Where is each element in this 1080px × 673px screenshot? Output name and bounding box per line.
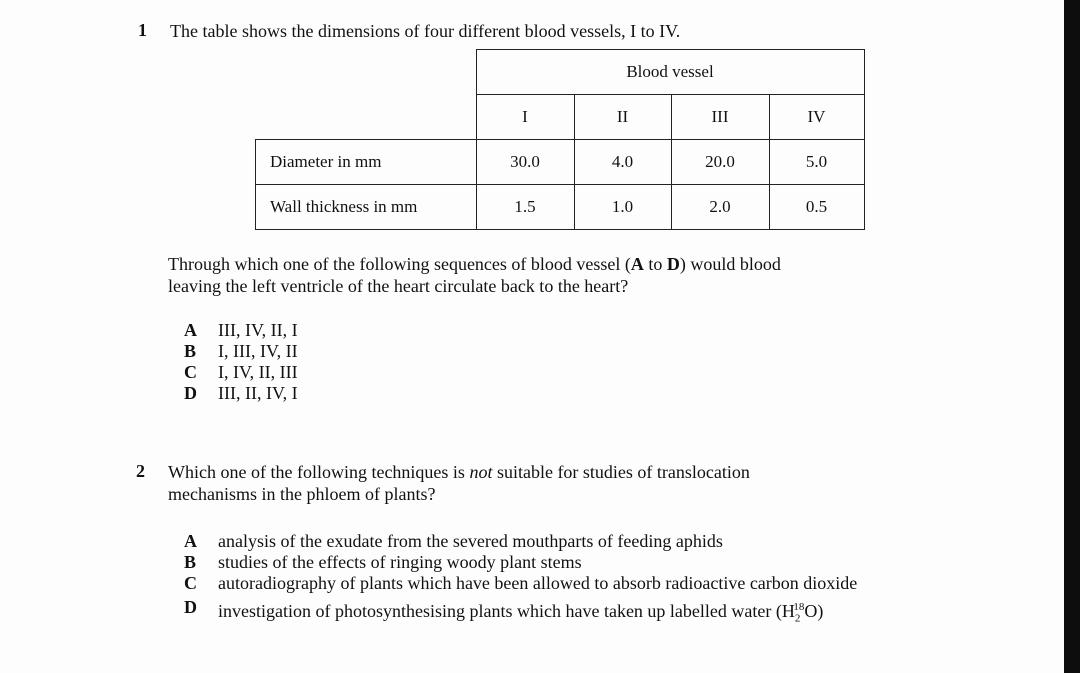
row-label-wall-thickness: Wall thickness in mm (256, 185, 477, 230)
option-d[interactable]: D III, II, IV, I (184, 383, 298, 403)
vessel-header-2: II (574, 95, 671, 140)
blood-vessel-table (255, 49, 865, 230)
table-cell: 1.5 (476, 185, 574, 230)
table-cell: 30.0 (476, 140, 574, 185)
vessel-header-4: IV (769, 95, 864, 140)
table-row (256, 140, 865, 185)
vessel-header-1: I (476, 95, 574, 140)
table-cell: 20.0 (671, 140, 769, 185)
question-1-prompt (168, 253, 781, 297)
option-c[interactable]: C I, IV, II, III (184, 362, 298, 382)
question-1-stem: The table shows the dimensions of four different blood vessels, I to IV. (170, 21, 681, 41)
question-2-stem: Which one of the following techniques is not suitable for studies of translocation mechanisms in the phloem of plants? (168, 462, 750, 504)
table-header-blood-vessel: Blood vessel (476, 50, 864, 95)
table-cell: 4.0 (574, 140, 671, 185)
row-label-diameter: Diameter in mm (256, 140, 477, 185)
table-row (256, 185, 865, 230)
question-2-options (184, 531, 924, 630)
vessel-header-3: III (671, 95, 769, 140)
table-cell: 1.0 (574, 185, 671, 230)
option-b[interactable]: B studies of the effects of ringing woody plant stems (184, 552, 582, 572)
table-cell: 2.0 (671, 185, 769, 230)
question-1-options (184, 320, 584, 404)
emphasis-not: not (469, 462, 493, 482)
option-a[interactable]: A analysis of the exudate from the severed mouthparts of feeding aphids (184, 531, 723, 551)
question-1-prompt-line-1: Through which one of the following sequences of blood vessel (A to D) would blood (168, 254, 781, 274)
scan-edge (1064, 0, 1080, 673)
option-a[interactable]: A III, IV, II, I (184, 320, 298, 340)
table-cell: 0.5 (769, 185, 864, 230)
table-cell: 5.0 (769, 140, 864, 185)
question-2-number: 2 (136, 461, 145, 481)
question-1-prompt-line-2: leaving the left ventricle of the heart circulate back to the heart? (168, 276, 629, 296)
option-d[interactable]: D investigation of photosynthesising plants which have taken up labelled water $(H_2^{18}O)$ (184, 597, 824, 625)
question-1-number: 1 (138, 20, 147, 40)
option-c[interactable]: C autoradiography of plants which have been allowed to absorb radioactive carbon dioxide (184, 573, 858, 593)
option-b[interactable]: B I, III, IV, II (184, 341, 298, 361)
